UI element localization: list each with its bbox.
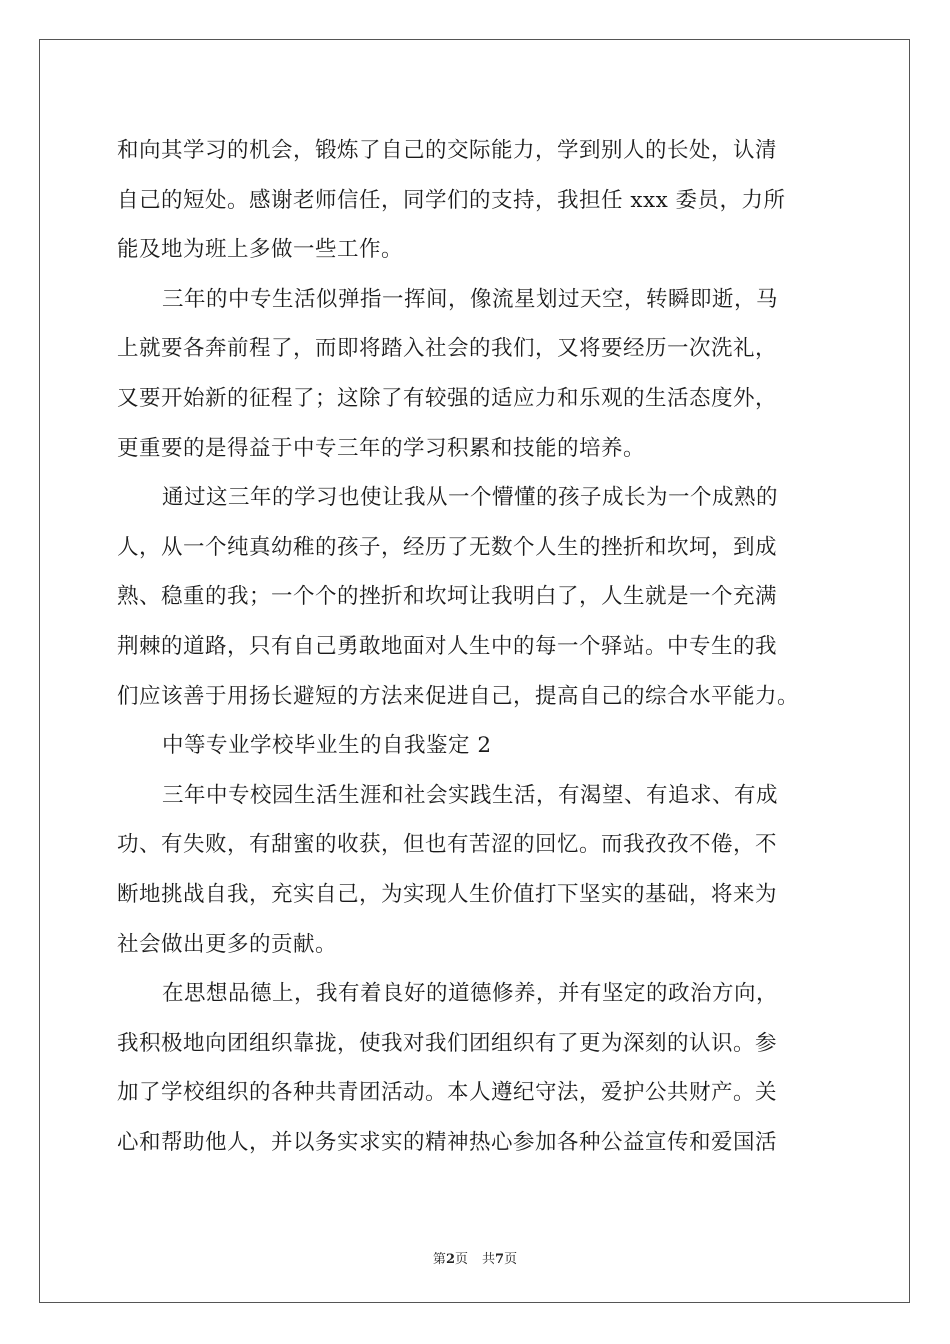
page-footer [0, 1248, 950, 1267]
body-line: 和向其学习的机会，锻炼了自己的交际能力，学到别人的长处，认清 [117, 138, 778, 163]
body-line: 们应该善于用扬长避短的方法来促进自己，提高自己的综合水平能力。 [117, 683, 800, 709]
body-line: 又要开始新的征程了；这除了有较强的适应力和乐观的生活态度外， [117, 385, 778, 411]
body-line: 功、有失败，有甜蜜的收获，但也有苦涩的回忆。而我孜孜不倦，不 [117, 832, 778, 858]
page-total: 共7页 [482, 1252, 518, 1267]
body-line: 我积极地向团组织靠拢，使我对我们团组织有了更为深刻的认识。参 [117, 1030, 778, 1056]
body-line: 上就要各奔前程了，而即将踏入社会的我们，又将要经历一次洗礼， [117, 336, 778, 362]
paragraph-start-line: 通过这三年的学习也使让我从一个懵懂的孩子成长为一个成熟的 [162, 485, 779, 511]
body-line: 熟、稳重的我；一个个的挫折和坎坷让我明白了，人生就是一个充满 [117, 584, 778, 610]
document-body [117, 126, 849, 1167]
section-heading: 中等专业学校毕业生的自我鉴定 2 [162, 733, 492, 759]
paragraph-start-line: 三年中专校园生活生涯和社会实践生活，有渴望、有追求、有成 [162, 782, 779, 808]
body-line: 能及地为班上多做一些工作。 [117, 237, 404, 263]
body-line: 社会做出更多的贡献。 [117, 931, 338, 957]
paragraph-start-line: 三年的中专生活似弹指一挥间，像流星划过天空，转瞬即逝，马 [162, 286, 779, 312]
body-line: 加了学校组织的各种共青团活动。本人遵纪守法，爱护公共财产。关 [117, 1080, 778, 1106]
paragraph-start-line: 在思想品德上，我有着良好的道德修养，并有坚定的政治方向， [162, 981, 779, 1007]
body-line: 荆棘的道路，只有自己勇敢地面对人生中的每一个驿站。中专生的我 [117, 633, 778, 659]
body-line: 断地挑战自我，充实自己，为实现人生价值打下坚实的基础，将来为 [117, 881, 778, 907]
body-line: 人，从一个纯真幼稚的孩子，经历了无数个人生的挫折和坎坷，到成 [117, 534, 778, 560]
body-line: 更重要的是得益于中专三年的学习积累和技能的培养。 [117, 435, 646, 461]
page-number: 第2页 [432, 1252, 468, 1267]
body-line: 自己的短处。感谢老师信任，同学们的支持，我担任 xxx 委员，力所 [117, 187, 786, 213]
body-line: 心和帮助他人，并以务实求实的精神热心参加各种公益宣传和爱国活 [117, 1129, 778, 1155]
